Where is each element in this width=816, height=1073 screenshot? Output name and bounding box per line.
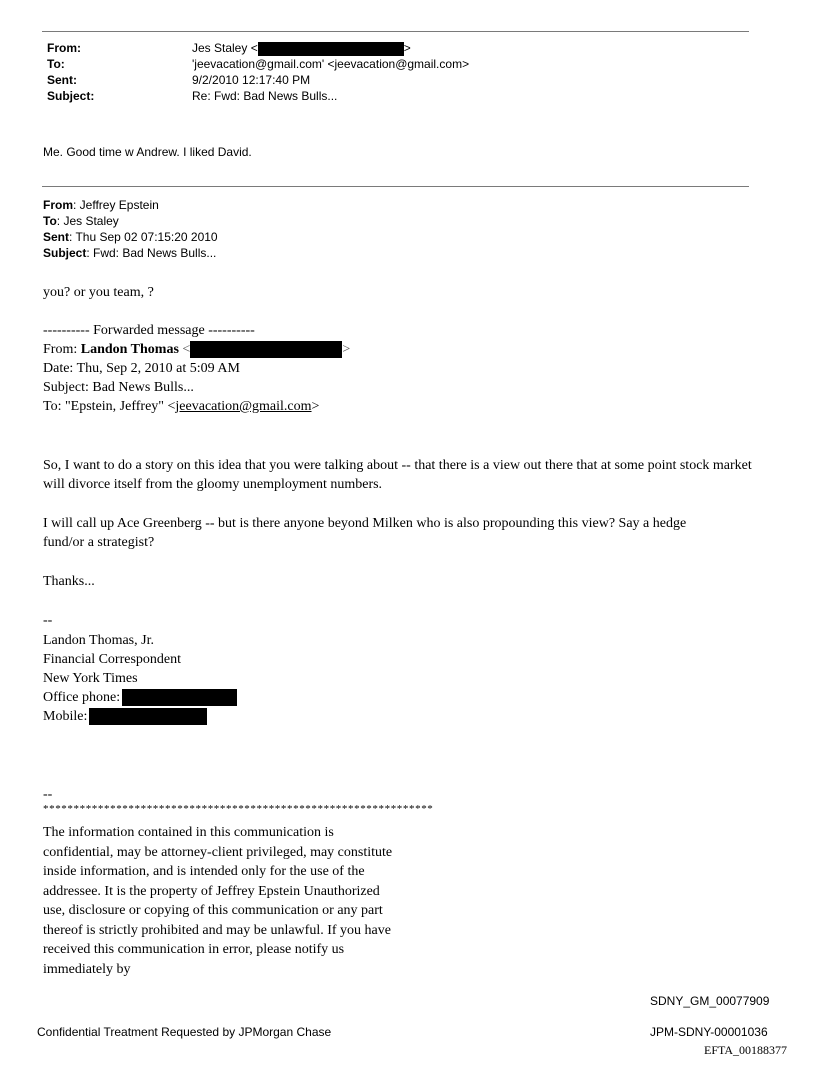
landon-to-close: > xyxy=(311,399,320,414)
redaction-bar xyxy=(122,689,237,706)
disclaimer-dashes: -- xyxy=(43,787,53,802)
signature-office xyxy=(43,688,237,707)
signature-name: Landon Thomas, Jr. xyxy=(43,633,154,648)
landon-to-prefix: To: "Epstein, Jeffrey" < xyxy=(43,399,176,414)
message-paragraph-1: So, I want to do a story on this idea that you were talking about -- that there is a view out there that at some point stock market will divorce itself from the gloomy unemployment numbers. xyxy=(43,458,752,492)
redaction-bar xyxy=(190,341,342,358)
landon-subject: Subject: Bad News Bulls... xyxy=(43,380,194,395)
sent-label: Sent: xyxy=(47,73,77,87)
fwd-to xyxy=(43,213,119,229)
fwd-subject-label: Subject xyxy=(43,246,87,260)
landon-from-open: < xyxy=(178,342,191,357)
top-rule xyxy=(42,31,749,32)
fwd-to-label: To xyxy=(43,214,57,228)
efta-number: EFTA_00188377 xyxy=(704,1043,788,1057)
fwd-sent-label: Sent xyxy=(43,230,70,244)
fwd-from-value: : Jeffrey Epstein xyxy=(73,198,159,212)
mobile-label: Mobile: xyxy=(43,709,88,724)
separator-rule xyxy=(42,186,749,187)
redaction-bar xyxy=(258,42,404,56)
bates-jpm: JPM-SDNY-00001036 xyxy=(650,1025,768,1039)
signature-dashes: -- xyxy=(43,613,53,628)
to-value: 'jeevacation@gmail.com' <jeevacation@gmail.com> xyxy=(192,57,470,71)
fwd-subject-value: : Fwd: Bad News Bulls... xyxy=(86,246,217,260)
from-name: Jes Staley < xyxy=(192,41,258,55)
fwd-from-label: From xyxy=(43,198,73,212)
reply-body: Me. Good time w Andrew. I liked David. xyxy=(43,145,252,159)
landon-from-prefix: From: xyxy=(43,342,81,357)
message-paragraph-2: I will call up Ace Greenberg -- but is there anyone beyond Milken who is also propounding this view? Say a hedge fund/or a strategist? xyxy=(43,516,687,550)
signature-mobile xyxy=(43,707,207,726)
forwarded-banner: ---------- Forwarded message ---------- xyxy=(43,323,255,338)
epstein-note: you? or you team, ? xyxy=(43,285,154,300)
signature-org: New York Times xyxy=(43,671,138,686)
disclaimer-text: The information contained in this communication is confidential, may be attorney-client privileged, may constitute inside information, and is intended only for the use of the addressee. It is the property of Jeffrey Epstein Unauthorized use, disclosure or copying of this communication or any part thereof is strictly prohibited and may be unlawful. If you have received this communication in error, please notify us immediately by xyxy=(43,825,393,977)
to-label: To: xyxy=(47,57,65,71)
subject-value: Re: Fwd: Bad News Bulls... xyxy=(192,89,338,103)
office-label: Office phone: xyxy=(43,690,121,705)
sent-value: 9/2/2010 12:17:40 PM xyxy=(192,73,311,87)
subject-label: Subject: xyxy=(47,89,95,103)
landon-to xyxy=(43,397,319,416)
from-value xyxy=(192,40,411,56)
from-label: From: xyxy=(47,41,81,55)
disclaimer-stars: **************************************************************** xyxy=(43,803,434,815)
fwd-sent-value: : Thu Sep 02 07:15:20 2010 xyxy=(69,230,218,244)
landon-date: Date: Thu, Sep 2, 2010 at 5:09 AM xyxy=(43,361,240,376)
message-thanks: Thanks... xyxy=(43,574,95,589)
fwd-subject xyxy=(43,245,216,261)
confidential-notice: Confidential Treatment Requested by JPMorgan Chase xyxy=(37,1025,332,1039)
bates-gm: SDNY_GM_00077909 xyxy=(650,994,770,1008)
signature-title: Financial Correspondent xyxy=(43,652,182,667)
fwd-from xyxy=(43,197,159,213)
fwd-sent xyxy=(43,229,218,245)
from-close: > xyxy=(403,41,411,55)
landon-from xyxy=(43,340,350,359)
landon-from-close: > xyxy=(342,342,351,357)
landon-from-name: Landon Thomas xyxy=(80,342,179,357)
redaction-bar xyxy=(89,708,207,725)
fwd-to-value: : Jes Staley xyxy=(56,214,119,228)
landon-to-email[interactable]: jeevacation@gmail.com xyxy=(175,399,312,414)
